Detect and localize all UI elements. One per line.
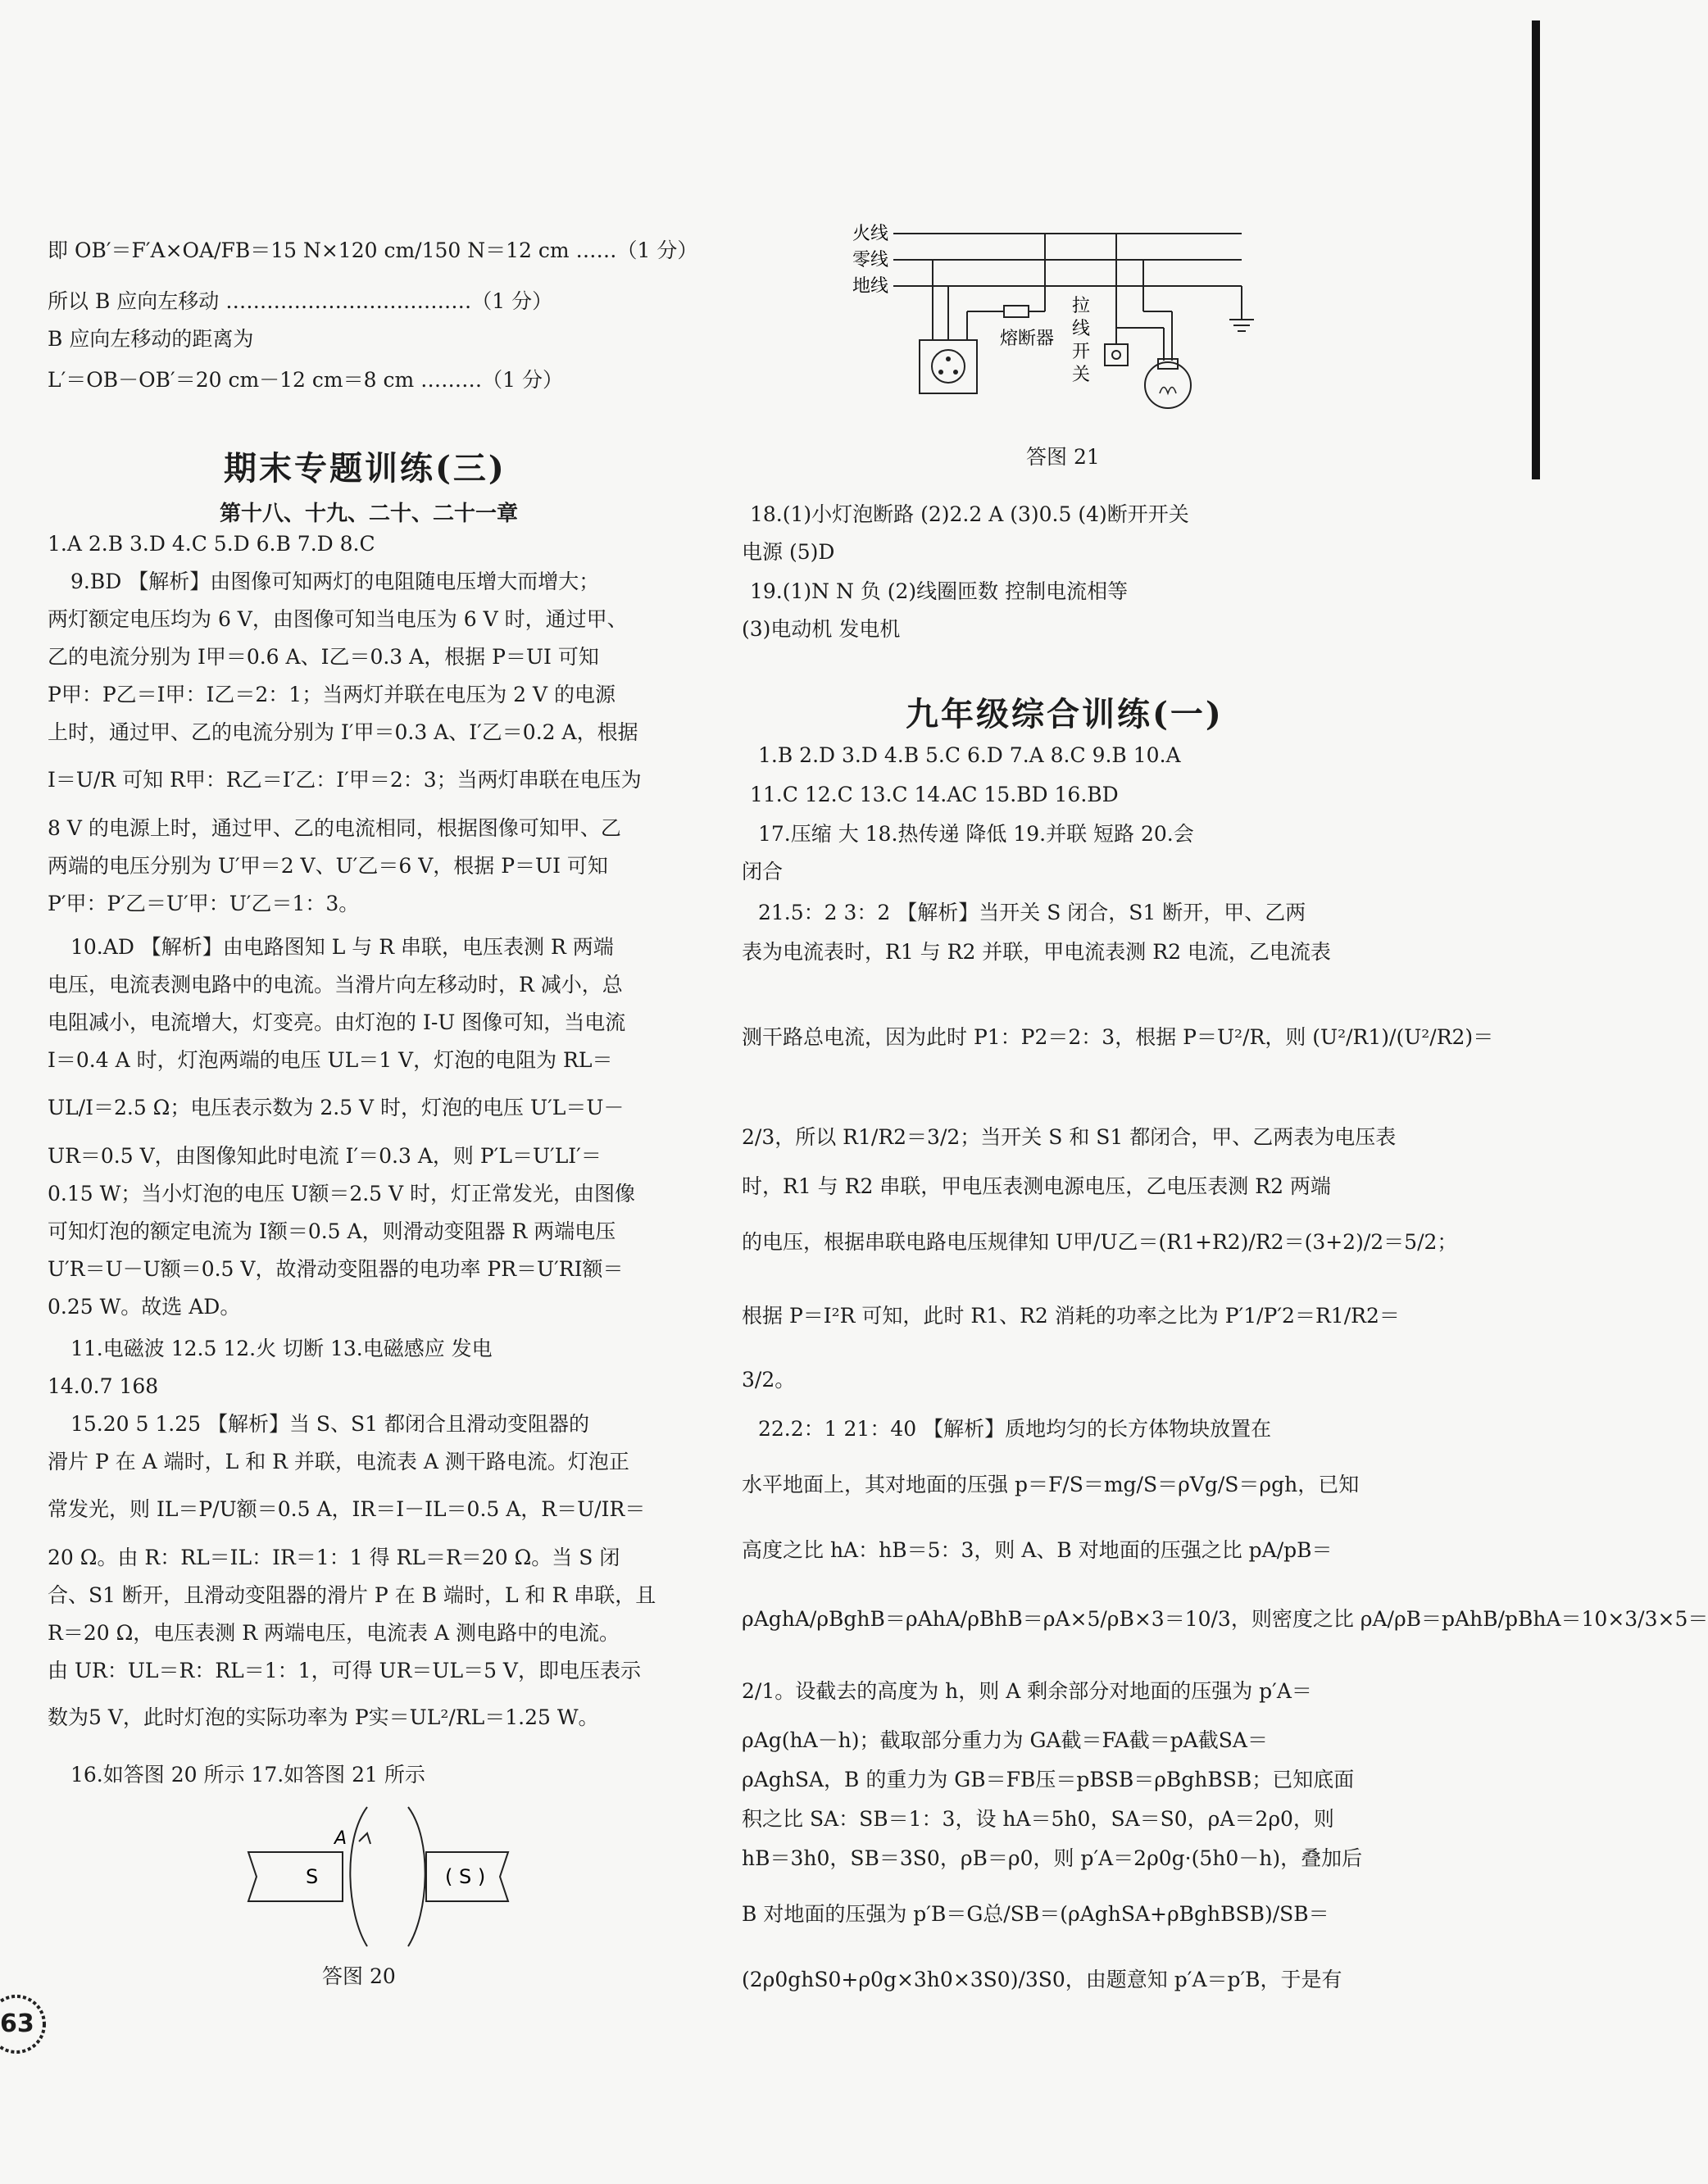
text-line: (3)电动机 发电机 xyxy=(742,617,901,641)
text-line: 乙的电流分别为 I甲＝0.6 A、I乙＝0.3 A，根据 P＝UI 可知 xyxy=(48,645,599,669)
text-line: 20 Ω。由 R：RL＝IL：IR＝1：1 得 RL＝R＝20 Ω。当 S 闭 xyxy=(48,1546,620,1569)
text-line: (2ρ0ghS0+ρ0g×3h0×3S0)/3S0，由题意知 p′A＝p′B，于是有 xyxy=(742,1968,1342,1991)
text-line: ρAghA/ρBghB＝ρAhA/ρBhB＝ρA×5/ρB×3＝10/3，则密度之比 ρA/ρB＝pAhB/pBhA＝10×3/3×5＝ xyxy=(742,1607,1708,1631)
point-a-label: A xyxy=(334,1828,348,1849)
text-line: U′R＝U－U额＝0.5 V，故滑动变阻器的电功率 PR＝U′RI额＝ xyxy=(48,1257,624,1281)
text-line: 16.如答图 20 所示 17.如答图 21 所示 xyxy=(70,1763,425,1787)
switch-label-char-3: 开 xyxy=(1072,342,1091,362)
text-line: hB＝3h0，SB＝3S0，ρB＝ρ0，则 p′A＝2ρ0g·(5h0－h)，叠加后 xyxy=(742,1846,1363,1870)
text-line: 根据 P＝I²R 可知，此时 R1、R2 消耗的功率之比为 P′1/P′2＝R1/R2＝ xyxy=(742,1304,1400,1328)
text-line: 上时，通过甲、乙的电流分别为 I′甲＝0.3 A、I′乙＝0.2 A，根据 xyxy=(48,720,638,744)
binding-edge xyxy=(1532,20,1540,479)
wire-label-zero: 零线 xyxy=(852,250,889,270)
switch-label-char-2: 线 xyxy=(1072,319,1091,339)
section-title: 期末专题训练(三) xyxy=(224,449,506,488)
text-line: 常发光，则 IL＝P/U额＝0.5 A，IR＝I－IL＝0.5 A，R＝U/IR＝ xyxy=(48,1497,646,1521)
text-line: R＝20 Ω，电压表测 R 两端电压，电流表 A 测电路中的电流。 xyxy=(48,1621,620,1645)
text-line: 两灯额定电压均为 6 V，由图像可知当电压为 6 V 时，通过甲、 xyxy=(48,607,628,631)
text-line: 0.15 W；当小灯泡的电压 U额＝2.5 V 时，灯正常发光，由图像 xyxy=(48,1182,636,1206)
text-line: 所以 B 应向左移动 ………………………………（1 分） xyxy=(48,289,553,313)
answer-line: 11.C 12.C 13.C 14.AC 15.BD 16.BD xyxy=(750,783,1119,806)
text-line: 表为电流表时，R1 与 R2 并联，甲电流表测 R2 电流，乙电流表 xyxy=(742,940,1331,964)
magnet-right-pole: ( S ) xyxy=(445,1865,486,1888)
text-line: 2/1。设截去的高度为 h，则 A 剩余部分对地面的压强为 p′A＝ xyxy=(742,1679,1312,1703)
arrow-head xyxy=(359,1833,370,1844)
text-line: 电压，电流表测电路中的电流。当滑片向左移动时，R 减小，总 xyxy=(48,973,623,997)
text-line: 的电压，根据串联电路电压规律知 U甲/U乙＝(R1+R2)/R2＝(3+2)/2＝5/2； xyxy=(742,1230,1458,1254)
fuse xyxy=(1004,306,1029,317)
text-line: UL/I＝2.5 Ω；电压表示数为 2.5 V 时，灯泡的电压 U′L＝U－ xyxy=(48,1096,625,1119)
text-line: 数为5 V，此时灯泡的实际功率为 P实＝UL²/RL＝1.25 W。 xyxy=(48,1705,599,1729)
figure-20-caption: 答图 20 xyxy=(322,1964,396,1988)
page-number-badge xyxy=(0,1991,66,2057)
field-line-left xyxy=(350,1807,367,1946)
text-line: P甲：P乙＝I甲：I乙＝2：1；当两灯并联在电压为 2 V 的电源 xyxy=(48,683,616,706)
text-line: 21.5：2 3：2 【解析】当开关 S 闭合，S1 断开，甲、乙两 xyxy=(758,901,1306,924)
text-line: P′甲：P′乙＝U′甲：U′乙＝1：3。 xyxy=(48,892,360,915)
text-line: 合、S1 断开，且滑动变阻器的滑片 P 在 B 端时，L 和 R 串联，且 xyxy=(48,1583,656,1607)
answer-line: 1.A 2.B 3.D 4.C 5.D 6.B 7.D 8.C xyxy=(48,532,375,556)
text-line: 高度之比 hA：hB＝5：3，则 A、B 对地面的压强之比 pA/pB＝ xyxy=(742,1538,1333,1562)
text-line: 2/3，所以 R1/R2＝3/2；当开关 S 和 S1 都闭合，甲、乙两表为电压表 xyxy=(742,1125,1397,1149)
answer-line: 1.B 2.D 3.D 4.B 5.C 6.D 7.A 8.C 9.B 10.A xyxy=(758,743,1181,767)
text-line: 由 UR：UL＝R：RL＝1：1，可得 UR＝UL＝5 V，即电压表示 xyxy=(48,1659,641,1682)
switch-label-char-1: 拉 xyxy=(1072,296,1091,316)
figure-21-caption: 答图 21 xyxy=(1026,445,1100,469)
text-line: B 应向左移动的距离为 xyxy=(48,327,254,351)
text-line: 19.(1)N N 负 (2)线圈匝数 控制电流相等 xyxy=(750,579,1129,603)
figure-20-magnets xyxy=(244,1799,515,1955)
answer-line: 17.压缩 大 18.热传递 降低 19.并联 短路 20.会 xyxy=(758,822,1194,846)
page-number: 63 xyxy=(0,2009,34,2038)
text-line: 时，R1 与 R2 串联，甲电压表测电源电压，乙电压表测 R2 两端 xyxy=(742,1174,1331,1198)
text-line: 18.(1)小灯泡断路 (2)2.2 A (3)0.5 (4)断开开关 xyxy=(750,502,1189,526)
text-line: 0.25 W。故选 AD。 xyxy=(48,1295,241,1319)
text-line: 可知灯泡的额定电流为 I额＝0.5 A，则滑动变阻器 R 两端电压 xyxy=(48,1219,616,1243)
section-subtitle: 第十八、十九、二十、二十一章 xyxy=(220,502,519,526)
text-line: ρAg(hA－h)；截取部分重力为 GA截＝FA截＝pA截SA＝ xyxy=(742,1728,1268,1752)
text-line: UR＝0.5 V，由图像知此时电流 I′＝0.3 A，则 P′L＝U′LI′＝ xyxy=(48,1144,602,1168)
socket xyxy=(920,340,977,393)
text-line: 9.BD 【解析】由图像可知两灯的电阻随电压增大而增大； xyxy=(70,570,600,593)
text-line: 8 V 的电源上时，通过甲、乙的电流相同，根据图像可知甲、乙 xyxy=(48,816,621,840)
field-line-right xyxy=(408,1807,425,1946)
text-line: 积之比 SA：SB＝1：3，设 hA＝5h0，SA＝S0，ρA＝2ρ0，则 xyxy=(742,1807,1334,1831)
section-title: 九年级综合训练(一) xyxy=(906,695,1224,733)
wire-label-fire: 火线 xyxy=(852,224,889,244)
text-line: L′＝OB－OB′＝20 cm－12 cm＝8 cm ………（1 分） xyxy=(48,368,563,392)
answer-line: 闭合 xyxy=(742,860,784,883)
fuse-label: 熔断器 xyxy=(1000,329,1055,349)
text-line: 两端的电压分别为 U′甲＝2 V、U′乙＝6 V，根据 P＝UI 可知 xyxy=(48,854,608,878)
pull-switch xyxy=(1105,344,1128,366)
text-line: 3/2。 xyxy=(742,1368,796,1392)
text-line: 滑片 P 在 A 端时，L 和 R 并联，电流表 A 测干路电流。灯泡正 xyxy=(48,1450,629,1473)
text-line: 11.电磁波 12.5 12.火 切断 13.电磁感应 发电 xyxy=(70,1337,493,1360)
magnet-left xyxy=(248,1852,343,1901)
text-line: 22.2：1 21：40 【解析】质地均匀的长方体物块放置在 xyxy=(758,1417,1272,1441)
text-line: I＝U/R 可知 R甲：R乙＝I′乙：I′甲＝2：3；当两灯串联在电压为 xyxy=(48,768,642,792)
text-line: 电源 (5)D xyxy=(742,540,835,564)
switch-label-char-4: 关 xyxy=(1072,365,1091,385)
magnet-left-pole: S xyxy=(306,1865,319,1888)
text-line: I＝0.4 A 时，灯泡两端的电压 UL＝1 V，灯泡的电阻为 RL＝ xyxy=(48,1048,613,1072)
text-line: ρAghSA，B 的重力为 GB＝FB压＝pBSB＝ρBghBSB；已知底面 xyxy=(742,1768,1355,1791)
pull-switch-label xyxy=(1072,296,1090,385)
text-line: B 对地面的压强为 p′B＝G总/SB＝(ρAghSA+ρBghBSB)/SB＝ xyxy=(742,1902,1329,1926)
text-line: 电阻减小，电流增大，灯变亮。由灯泡的 I-U 图像可知，当电流 xyxy=(48,1010,626,1034)
text-line: 水平地面上，其对地面的压强 p＝F/S＝mg/S＝ρVg/S＝ρgh，已知 xyxy=(742,1473,1360,1496)
text-line: 测干路总电流，因为此时 P1：P2＝2：3，根据 P＝U²/R，则 (U²/R1)/(U²/R2)＝ xyxy=(742,1025,1494,1049)
figure-21-circuit xyxy=(852,221,1279,426)
text-line: 10.AD 【解析】由电路图知 L 与 R 串联，电压表测 R 两端 xyxy=(70,935,614,959)
wire-label-ground: 地线 xyxy=(852,276,889,297)
text-line: 15.20 5 1.25 【解析】当 S、S1 都闭合且滑动变阻器的 xyxy=(70,1412,590,1436)
text-line: 即 OB′＝F′A×OA/FB＝15 N×120 cm/150 N＝12 cm ……（1 分） xyxy=(48,238,698,262)
text-line: 14.0.7 168 xyxy=(48,1374,159,1398)
